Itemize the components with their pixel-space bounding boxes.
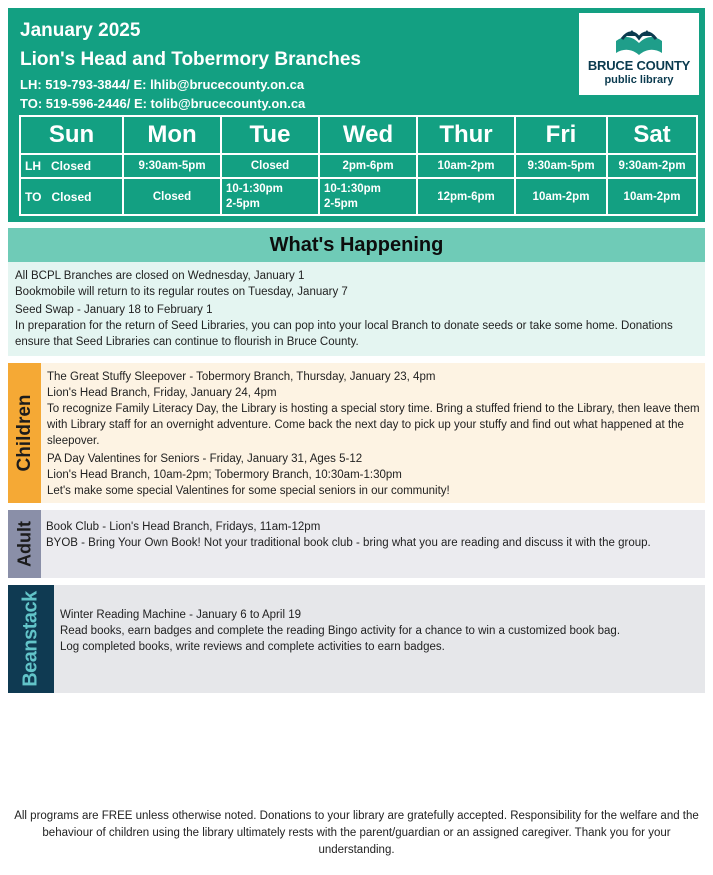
beanstack-section (8, 585, 705, 693)
event-line: Lion's Head Branch, Friday, January 24, 4pm (47, 387, 277, 399)
cell-value-line1: 10-1:30pm (226, 182, 283, 195)
logo-text-sub: public library (604, 74, 674, 86)
cell-value-line1: 10-1:30pm (324, 182, 381, 195)
hours-cell: 10am-2pm (515, 178, 607, 215)
day-sun: Sun (20, 116, 123, 154)
row-label: TO (25, 189, 42, 204)
section-label: Children (13, 394, 35, 472)
adult-section (8, 510, 705, 578)
day-tue: Tue (221, 116, 319, 154)
hours-cell: 2pm-6pm (319, 154, 417, 178)
cell-value: Closed (51, 158, 92, 173)
children-section (8, 363, 705, 503)
cell-value-line2: 2-5pm (324, 197, 358, 210)
event-line: To recognize Family Literacy Day, the Library is hosting a special story time. Bring a stuffed friend to the Library, then leave them with Library staff for an overnight adventure. Come back the next day to pick up your stuffy and find out what happened at the sleepover. (47, 403, 700, 447)
cell-value: Closed (51, 189, 92, 204)
hours-cell: 9:30am-5pm (515, 154, 607, 178)
children-tab (8, 363, 41, 503)
announcement-line: Bookmobile will return to its regular routes on Tuesday, January 7 (15, 286, 348, 298)
hours-row-to (20, 178, 697, 215)
hours-header-row (20, 116, 697, 154)
whats-happening-box (8, 262, 705, 356)
row-label: LH (25, 158, 41, 173)
section-label: Beanstack (19, 591, 42, 687)
whats-happening-heading: What's Happening (8, 228, 705, 262)
announcement-line: In preparation for the return of Seed Libraries, you can pop into your local Branch to donate seeds or take some home. Donations ensure that Seed Libraries can continue to flourish in Bruce County. (15, 320, 673, 348)
hours-cell: 10am-2pm (607, 178, 697, 215)
hours-cell: 9:30am-5pm (123, 154, 221, 178)
branch-subtitle: Lion's Head and Tobermory Branches (20, 49, 361, 70)
to-contact: TO: 519-596-2446/ E: tolib@brucecounty.on.ca (20, 96, 306, 111)
footer-note: All programs are FREE unless otherwise noted. Donations to your library are gratefully accepted. Responsibility for the welfare and the behaviour of children using the library ultimately rests with the parent/guardian or an assigned caregiver. Thank you for your understanding. (14, 810, 699, 856)
adult-tab (8, 510, 41, 578)
hours-cell: 12pm-6pm (417, 178, 515, 215)
hours-cell: 10am-2pm (417, 154, 515, 178)
day-sat: Sat (607, 116, 697, 154)
event-line: Let's make some special Valentines for some special seniors in our community! (47, 485, 450, 497)
event-line: Lion's Head Branch, 10am-2pm; Tobermory Branch, 10:30am-1:30pm (47, 469, 402, 481)
event-line: BYOB - Bring Your Own Book! Not your traditional book club - bring what you are reading and discuss it with the group. (46, 537, 651, 549)
event-line: Read books, earn badges and complete the reading Bingo activity for a chance to win a customized book bag. (60, 625, 621, 637)
header-banner (8, 8, 705, 222)
library-logo (579, 13, 699, 95)
hours-cell (319, 178, 417, 215)
hours-row-lh (20, 154, 697, 178)
page-title: January 2025 (20, 20, 141, 41)
beanstack-tab (8, 585, 54, 693)
day-mon: Mon (123, 116, 221, 154)
event-line: The Great Stuffy Sleepover - Tobermory Branch, Thursday, January 23, 4pm (47, 371, 436, 383)
day-fri: Fri (515, 116, 607, 154)
hours-cell: Closed (221, 154, 319, 178)
event-line: Book Club - Lion's Head Branch, Fridays, 11am-12pm (46, 521, 321, 533)
hours-cell (221, 178, 319, 215)
open-book-icon (610, 27, 668, 57)
cell-value-line2: 2-5pm (226, 197, 260, 210)
section-label: Adult (14, 521, 34, 567)
children-body (47, 363, 702, 503)
hours-cell: Closed (123, 178, 221, 215)
logo-text-main: BRUCE COUNTY (587, 58, 691, 73)
event-line: Log completed books, write reviews and complete activities to earn badges. (60, 641, 445, 653)
adult-body (46, 510, 701, 578)
beanstack-body (60, 585, 700, 693)
hours-cell: 9:30am-2pm (607, 154, 697, 178)
hours-cell (20, 154, 123, 178)
hours-table (19, 115, 698, 216)
event-line: PA Day Valentines for Seniors - Friday, January 31, Ages 5-12 (47, 453, 363, 465)
announcement-line: Seed Swap - January 18 to February 1 (15, 304, 213, 316)
hours-cell (20, 178, 123, 215)
announcement-line: All BCPL Branches are closed on Wednesday, January 1 (15, 270, 305, 282)
event-line: Winter Reading Machine - January 6 to April 19 (60, 609, 301, 621)
day-wed: Wed (319, 116, 417, 154)
day-thur: Thur (417, 116, 515, 154)
lh-contact: LH: 519-793-3844/ E: lhlib@brucecounty.on.ca (20, 77, 305, 92)
